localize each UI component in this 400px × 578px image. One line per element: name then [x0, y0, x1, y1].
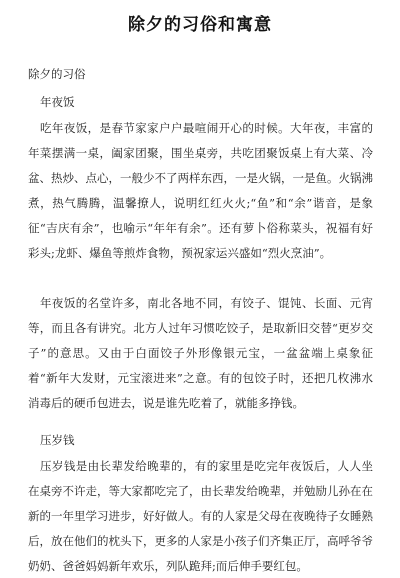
- section-label: 除夕的习俗: [28, 67, 86, 81]
- paragraph-new-year-dinner-1: 吃年夜饭，是春节家家户户最喧闹开心的时候。大年夜，丰富的年菜摆满一桌，阖家团聚，围坐桌旁，共吃团聚饭桌上有大菜、冷盆、热炒、点心，一般少不了两样东西，一是火锅，一是鱼。火锅沸煮，热气腾腾，温馨撩人，说明红红火火;“鱼”和“余”谐音，是象征“吉庆有余”，也喻示“年年有余”。还有萝卜俗称菜头，祝福有好彩头;龙虾、爆鱼等煎炸食物，预祝家运兴盛如“烈火烹油”。: [28, 121, 373, 260]
- paragraph-lucky-money: 压岁钱是由长辈发给晚辈的，有的家里是吃完年夜饭后，人人坐在桌旁不许走，等大家都吃完了，由长辈发给晚辈，并勉励儿孙在在新的一年里学习进步，好好做人。有的人家是父母在夜晚待子女睡熟后，放在他们的枕头下，更多的人家是小孩子们齐集正厅，高呼爷爷奶奶、爸爸妈妈新年欢乐，列队跪拜;而后伸手要红包。: [28, 459, 373, 573]
- subheading-lucky-money: 压岁钱: [40, 433, 75, 447]
- subheading-new-year-dinner: 年夜饭: [40, 95, 75, 109]
- paragraph-new-year-dinner-2: 年夜饭的名堂许多，南北各地不同，有饺子、馄饨、长面、元宵等，而且各有讲究。北方人过年习惯吃饺子，是取新旧交替“更岁交子”的意思。又由于白面饺子外形像银元宝，一盆盆端上桌象征着“新年大发财，元宝滚进来”之意。有的包饺子时，还把几枚沸水消毒后的硬币包进去，说是谁先吃着了，就能多挣钱。: [28, 296, 373, 410]
- document-title: 除夕的习俗和寓意: [128, 15, 272, 35]
